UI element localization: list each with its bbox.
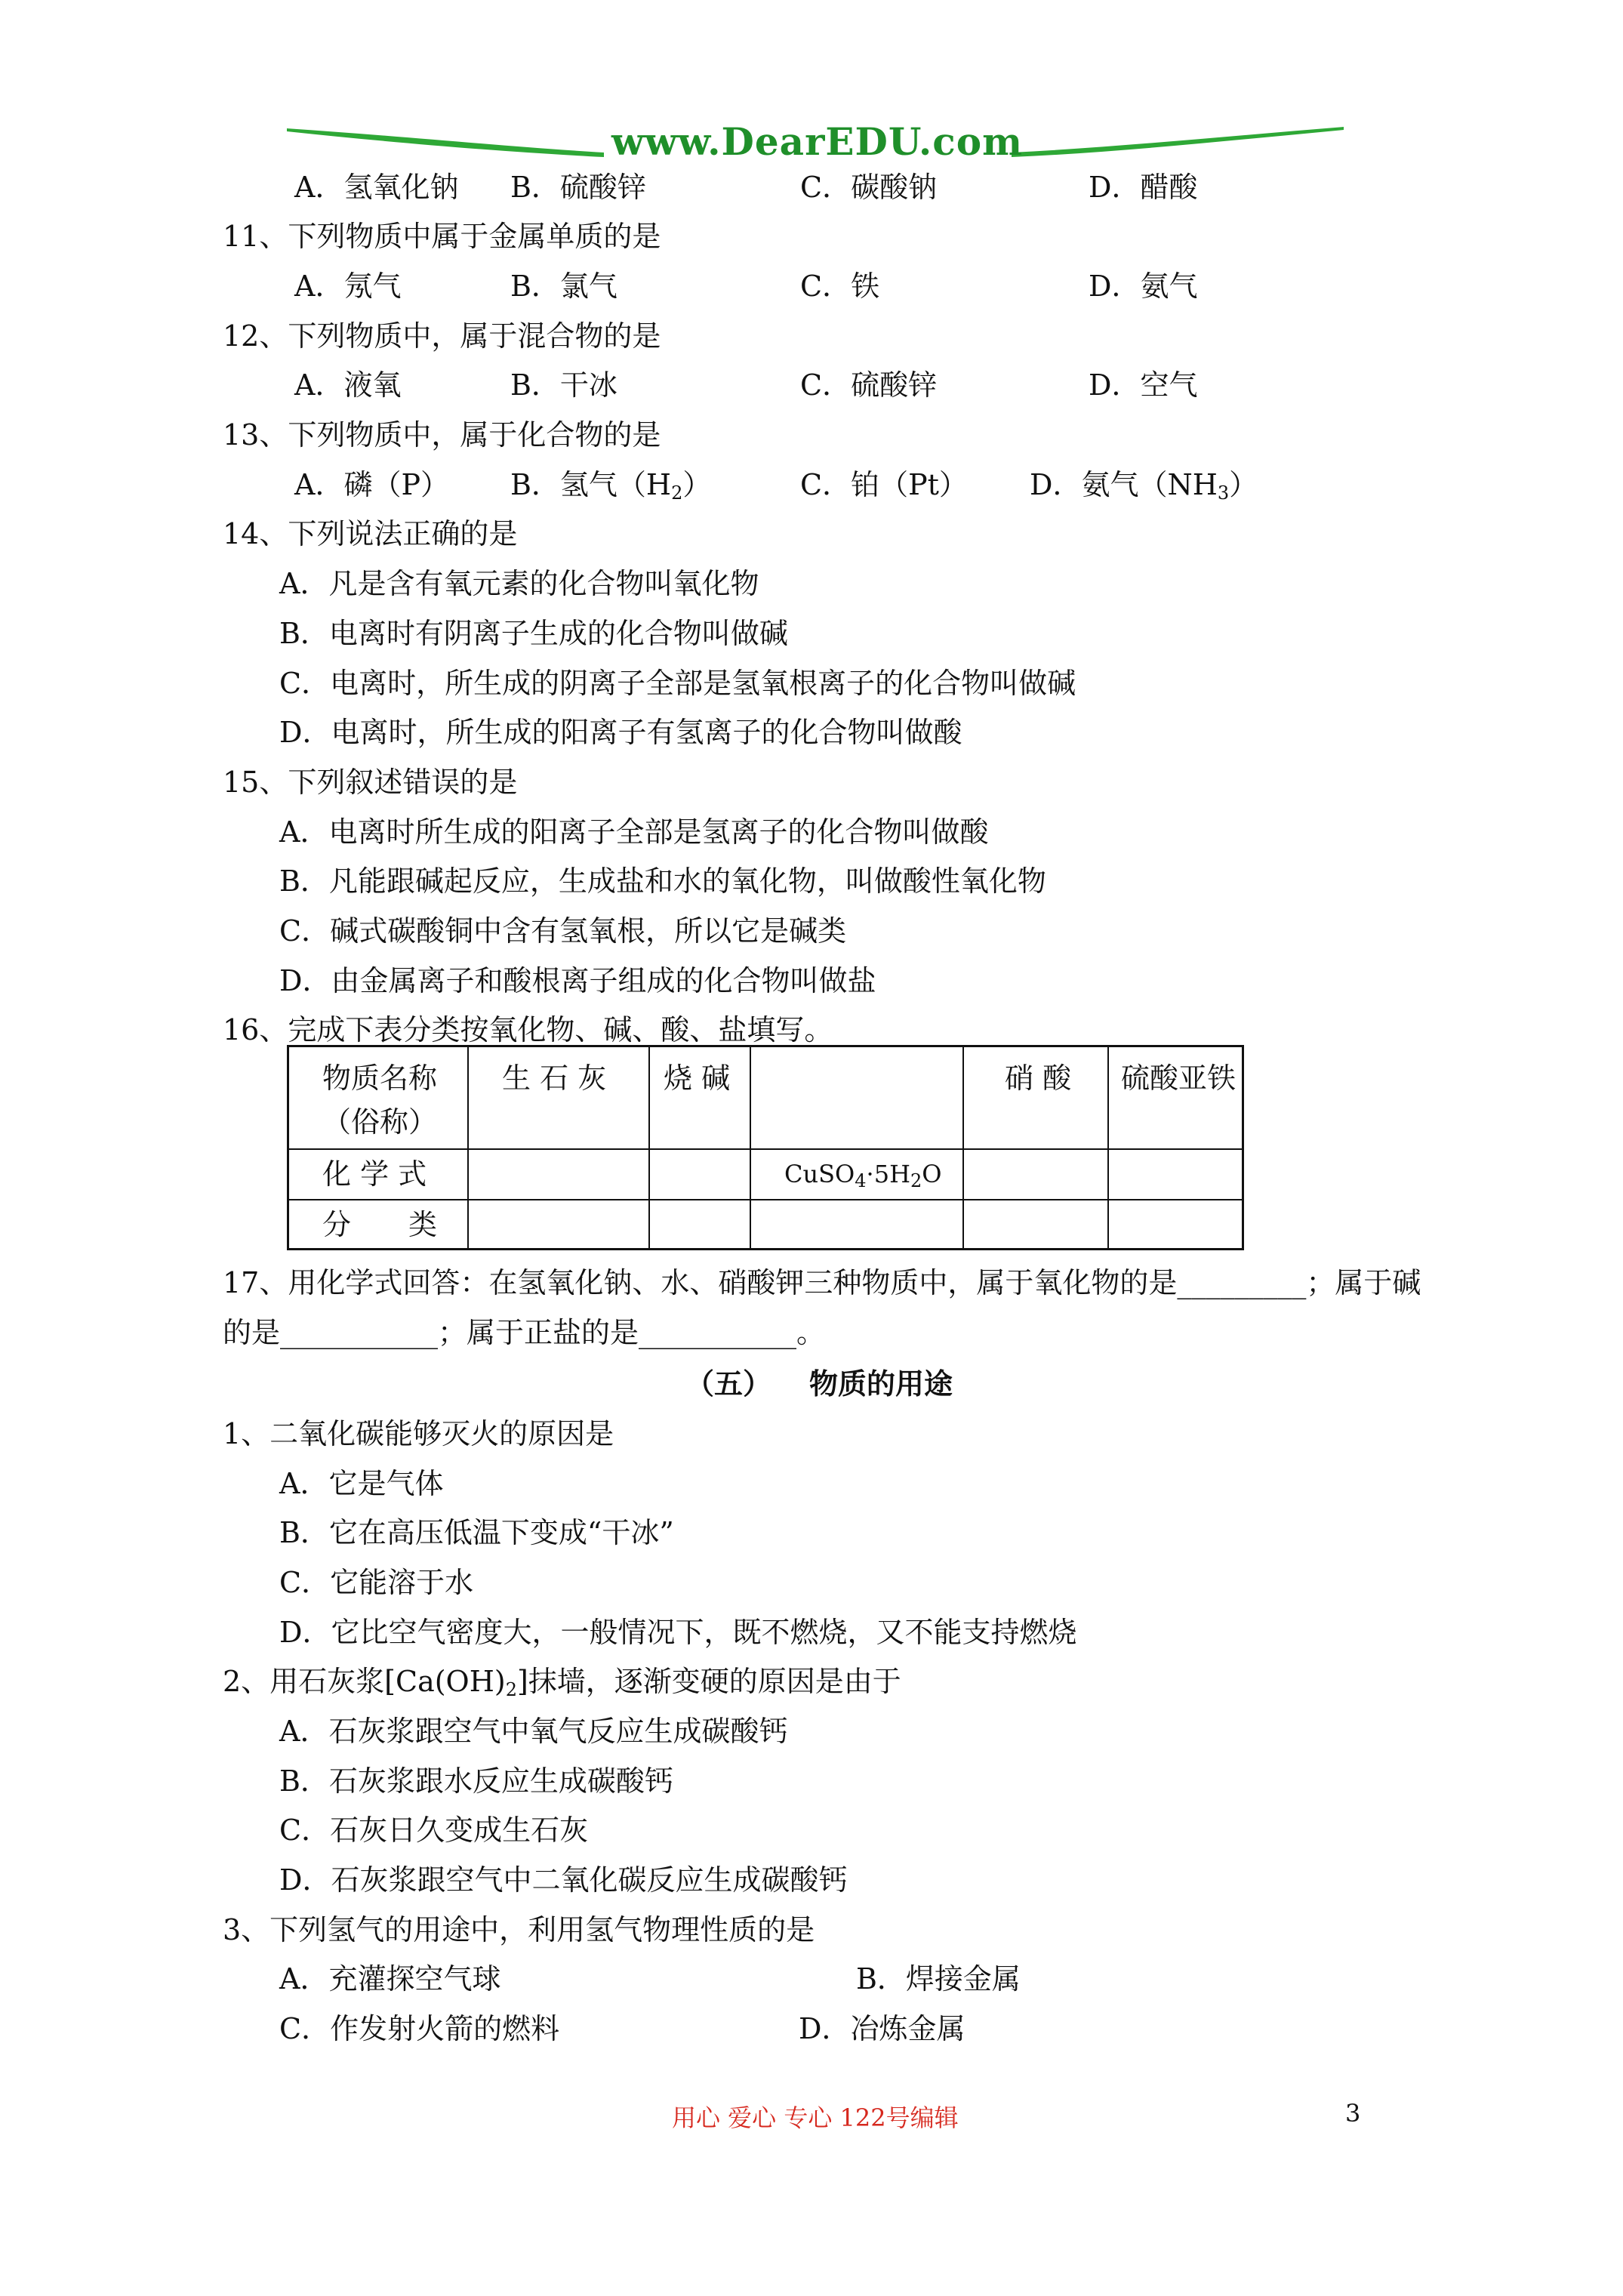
- dearedu-logo: [287, 113, 1344, 174]
- q11-option-b: B．氯气: [510, 270, 617, 303]
- q10-option-b: B．硫酸锌: [510, 171, 646, 204]
- q17-line2: 的是___________；属于正盐的是___________。: [223, 1316, 826, 1349]
- q11-option-d: D．氨气: [1089, 270, 1198, 303]
- q13-option-b: B．氢气$(H_2)$: [510, 468, 712, 504]
- table-header-category: 分 类: [322, 1208, 438, 1241]
- table-header-name-l2: （俗称）: [322, 1105, 438, 1139]
- s3-option-a: A．充灌探空气球: [279, 1962, 501, 1996]
- table-cell-caustic-soda: 烧 碱: [664, 1062, 731, 1095]
- q14-option-c: C．电离时，所生成的阴离子全部是氢氧根离子的化合物叫做碱: [279, 667, 1076, 700]
- q10-option-c: C．碳酸钠: [800, 171, 938, 204]
- s2-option-b: B．石灰浆跟水反应生成碳酸钙: [279, 1764, 673, 1798]
- q14-option-d: D．电离时，所生成的阳离子有氢离子的化合物叫做酸: [279, 716, 962, 749]
- table-header-name-l1: 物质名称: [322, 1062, 438, 1095]
- q11-option-c: C．铁: [800, 270, 880, 303]
- q12-option-b: B．干冰: [510, 368, 617, 402]
- q13-option-a: A．磷（P）: [294, 468, 450, 501]
- s1-option-a: A．它是气体: [279, 1467, 444, 1500]
- q10-option-a: A．氢氧化钠: [294, 171, 459, 204]
- table-col-divider: [467, 1047, 469, 1248]
- q16-stem: 16、完成下表分类按氧化物、碱、酸、盐填写。: [223, 1013, 833, 1046]
- s3-option-d: D．冶炼金属: [799, 2012, 965, 2045]
- table-col-divider: [750, 1047, 751, 1248]
- q11-option-a: A．氖气: [294, 270, 402, 303]
- logo-text: www.DearEDU.com: [611, 119, 1024, 164]
- q15-stem: 15、下列叙述错误的是: [223, 766, 518, 799]
- q15-option-c: C．碱式碳酸铜中含有氢氧根，所以它是碱类: [279, 914, 847, 948]
- table-col-divider: [962, 1047, 964, 1248]
- table-cell-ferrous-sulfate: 硫酸亚铁: [1121, 1062, 1236, 1095]
- q13-stem: 13、下列物质中，属于化合物的是: [223, 418, 661, 451]
- s2-stem: 2、用石灰浆$[Ca(OH)_2]$抹墙，逐渐变硬的原因是由于: [223, 1665, 901, 1700]
- section-number: （五）: [685, 1367, 772, 1401]
- q13-option-d: D．氨气$(NH_3)$: [1030, 468, 1258, 504]
- s3-stem: 3、下列氢气的用途中，利用氢气物理性质的是: [223, 1913, 815, 1946]
- s2-option-c: C．石灰日久变成生石灰: [279, 1814, 589, 1847]
- q12-option-d: D．空气: [1089, 368, 1198, 402]
- s1-option-d: D．它比空气密度大，一般情况下，既不燃烧，又不能支持燃烧: [279, 1616, 1077, 1649]
- s1-option-b: B．它在高压低温下变成“干冰”: [279, 1516, 674, 1549]
- q17-line1: 17、用化学式回答：在氢氧化钠、水、硝酸钾三种物质中，属于氧化物的是_________；属于碱: [223, 1266, 1421, 1299]
- page-number: 3: [1345, 2099, 1361, 2128]
- s3-option-b: B．焊接金属: [856, 1962, 1021, 1996]
- table-cell-formula-cuso4: $CuSO_4\cdot 5H_2O$: [784, 1160, 942, 1191]
- q14-stem: 14、下列说法正确的是: [223, 517, 518, 550]
- q11-stem: 11、下列物质中属于金属单质的是: [223, 220, 661, 253]
- section-title: 物质的用途: [809, 1367, 953, 1401]
- table-row-divider: [289, 1199, 1242, 1200]
- q15-option-d: D．由金属离子和酸根离子组成的化合物叫做盐: [279, 964, 876, 997]
- q12-stem: 12、下列物质中，属于混合物的是: [223, 319, 661, 353]
- q13-option-c: C．铂（Pt）: [800, 468, 968, 501]
- table-col-divider: [648, 1047, 650, 1248]
- table-row-divider: [289, 1148, 1242, 1150]
- footer-slogan: 用心 爱心 专心 122号编辑: [672, 2103, 959, 2132]
- s2-option-d: D．石灰浆跟空气中二氧化碳反应生成碳酸钙: [279, 1863, 848, 1897]
- table-cell-quicklime: 生 石 灰: [502, 1062, 607, 1095]
- s1-option-c: C．它能溶于水: [279, 1566, 474, 1599]
- s1-stem: 1、二氧化碳能够灭火的原因是: [223, 1417, 614, 1450]
- s3-option-c: C．作发射火箭的燃料: [279, 2012, 560, 2045]
- table-cell-nitric-acid: 硝 酸: [1005, 1062, 1072, 1095]
- table-header-formula: 化 学 式: [322, 1157, 427, 1191]
- q15-option-a: A．电离时所生成的阳离子全部是氢离子的化合物叫做酸: [279, 815, 989, 849]
- q14-option-a: A．凡是含有氧元素的化合物叫氧化物: [279, 567, 759, 600]
- q14-option-b: B．电离时有阴离子生成的化合物叫做碱: [279, 617, 788, 650]
- q15-option-b: B．凡能跟碱起反应，生成盐和水的氧化物，叫做酸性氧化物: [279, 864, 1046, 898]
- classification-table: [287, 1045, 1244, 1250]
- s2-option-a: A．石灰浆跟空气中氧气反应生成碳酸钙: [279, 1715, 788, 1748]
- q10-option-d: D．醋酸: [1089, 171, 1198, 204]
- q12-option-a: A．液氧: [294, 368, 402, 402]
- table-col-divider: [1107, 1047, 1109, 1248]
- q12-option-c: C．硫酸锌: [800, 368, 938, 402]
